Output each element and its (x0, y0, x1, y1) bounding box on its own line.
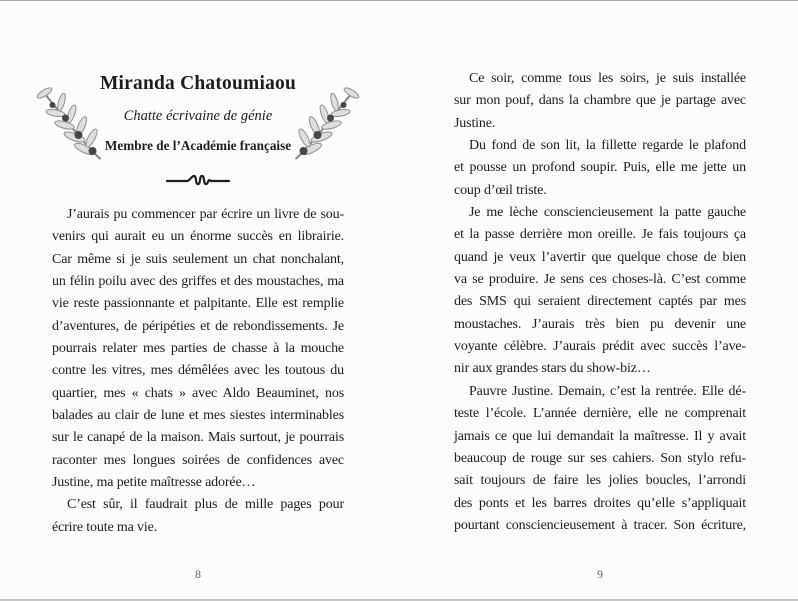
text-line: sur le canapé de la maison. Mais surtout, je pourrais (52, 430, 344, 446)
text-line: et la passe derrière mon oreille. Je fais toujours ça (454, 227, 746, 243)
author-affiliation: Membre de l’Académie française (104, 138, 292, 153)
text-line: raconter mes longues soirées de confidences avec (52, 452, 344, 468)
text-line: écrire toute ma vie. (52, 519, 158, 535)
text-line: Car même si je suis seulement un chat nonchalant, (52, 251, 344, 267)
left-page (52, 1, 344, 599)
text-line: Ce soir, comme tous les soirs, je suis installée (469, 71, 746, 86)
text-line: voyante célèbre. J’aurais prédit avec succès l’ave- (454, 339, 746, 355)
text-line: J’aurais pu commencer par écrire un livre de sou- (67, 207, 344, 222)
text-line: d’aventures, de péripéties et de rebondissements. Je (52, 318, 344, 334)
text-line: sait toujours de faire les jolies boucles, l’arrondi (454, 473, 746, 489)
text-line: Justine, ma petite maîtresse adorée… (52, 475, 256, 491)
text-line: nir aux grandes stars du show-biz… (454, 361, 651, 377)
text-line: beaucoup de rouge sur ses cahiers. Son stylo refu- (454, 450, 746, 466)
right-page (454, 1, 746, 599)
text-line: pourrais relater mes parties de chasse à la mouche (52, 341, 344, 357)
author-role: Chatte écrivaine de génie (123, 108, 273, 124)
text-line: moustaches. J’aurais très bien pu devenir une (454, 316, 746, 332)
page-number: 9 (597, 567, 603, 581)
text-line: quand je veux l’avertir que quelque chose de bien (454, 249, 746, 265)
text-line: des SMS qui seraient directement captés par mes (454, 294, 746, 310)
text-line: venirs qui aurait eu un énorme succès en librairie. (52, 229, 344, 245)
text-line: sur mon pouf, dans la chambre que je partage avec (454, 93, 746, 109)
text-line: teste l’école. L’année dernière, elle ne comprenait (454, 406, 746, 422)
text-line: jamais ce que lui demandait la maîtresse. Il y avait (454, 428, 746, 444)
text-line: Pauvre Justine. Demain, c’est la rentrée. Elle dé- (469, 383, 746, 399)
text-line: coup d’œil triste. (454, 182, 547, 198)
text-line: balades au clair de lune et mes siestes interminables (52, 408, 344, 424)
text-line: C’est sûr, il faudrait plus de mille pages pour (67, 497, 344, 513)
left-page-text (52, 204, 344, 539)
text-line: vie reste passionnante et palpitante. Elle est remplie (52, 296, 344, 312)
text-line: pourtant consciencieusement à tracer. Son écriture, (454, 517, 746, 533)
right-page-text (454, 68, 746, 537)
text-line: Du fond de son lit, la fillette regarde le plafond (469, 138, 746, 154)
text-line: Je me lèche consciencieusement la patte gauche (469, 205, 746, 221)
text-line: Justine. (454, 115, 496, 131)
twist-rule-icon (52, 173, 344, 187)
text-line: des ponts et les barres droites qu’elle s’appliquait (454, 495, 746, 511)
text-line: un félin poilu avec des griffes et des moustaches, ma (52, 274, 344, 290)
page-number: 8 (195, 567, 201, 581)
text-line: va se produire. Je sens ces choses-là. C’est comme (454, 272, 746, 288)
author-name: Miranda Chatoumiaou (99, 73, 297, 94)
text-line: contre les vitres, mes démêlées avec les toutous du (52, 363, 344, 379)
text-line: quartier, mes « chats » avec Aldo Beauminet, nos (52, 385, 344, 401)
text-line: et pousse un profond soupir. Puis, elle me jette un (454, 160, 746, 176)
